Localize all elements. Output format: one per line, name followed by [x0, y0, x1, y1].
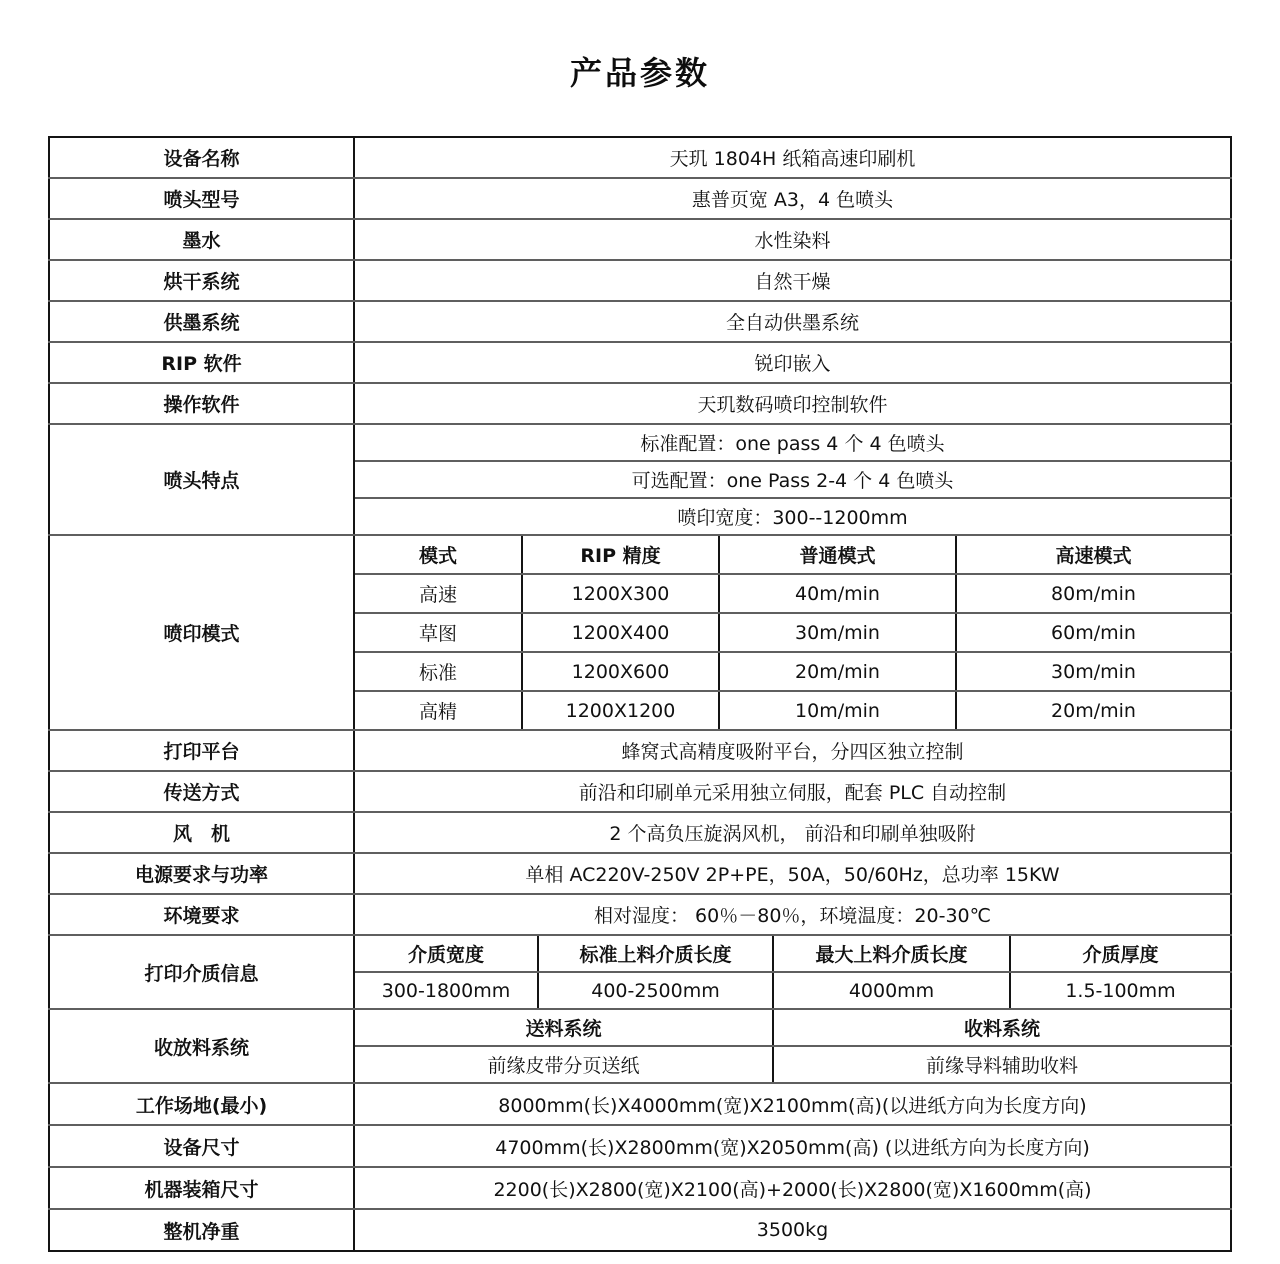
- media-info-header: 介质宽度: [407, 944, 484, 966]
- feed-system-header: 送料系统: [525, 1018, 602, 1040]
- table-row: [49, 812, 1231, 853]
- mode-cell: 标准: [418, 662, 457, 684]
- head-features-line: 喷印宽度：300--1200mm: [354, 498, 1231, 535]
- row-label-power-requirements: 电源要求与功率: [49, 853, 354, 894]
- row-label-ink-supply: 供墨系统: [49, 301, 354, 342]
- product-spec-table: [48, 136, 1232, 1252]
- standard-media-length-cell: 400-2500mm: [537, 973, 772, 1008]
- print-modes-header: 普通模式: [718, 536, 955, 573]
- rip-precision-cell: 1200X400: [521, 614, 718, 651]
- table-row: [49, 383, 1231, 424]
- row-label-operating-software: 操作软件: [49, 383, 354, 424]
- row-value-transfer-method: 前沿和印刷单元采用独立伺服，配套 PLC 自动控制: [354, 771, 1231, 812]
- row-label-packing-size: 机器装箱尺寸: [49, 1167, 354, 1209]
- row-label-net-weight: 整机净重: [49, 1209, 354, 1251]
- row-value-print-platform: 蜂窝式高精度吸附平台，分四区独立控制: [354, 730, 1231, 771]
- row-label-rip-software: RIP 软件: [49, 342, 354, 383]
- row-value-operating-software: 天玑数码喷印控制软件: [354, 383, 1231, 424]
- row-label-head-features: 喷头特点: [49, 424, 354, 535]
- row-value-net-weight: 3500kg: [354, 1209, 1231, 1251]
- normal-speed-cell: 30m/min: [718, 614, 955, 651]
- feed-system-value: 前缘皮带分页送纸: [487, 1055, 640, 1077]
- print-modes-data-row: [355, 653, 1230, 690]
- table-row: [49, 535, 1231, 574]
- media-info-header: 标准上料介质长度: [537, 936, 772, 971]
- normal-speed-cell: 20m/min: [718, 653, 955, 690]
- mode-cell: 高精: [418, 701, 457, 723]
- table-row: [49, 424, 1231, 461]
- row-label-ink: 墨水: [49, 219, 354, 260]
- table-row: [49, 1083, 1231, 1125]
- media-thickness-cell: 1.5-100mm: [1009, 973, 1230, 1008]
- row-value-power-requirements: 单相 AC220V-250V 2P+PE，50A，50/60Hz，总功率 15KW: [354, 853, 1231, 894]
- head-features-line: 标准配置：one pass 4 个 4 色喷头: [354, 424, 1231, 461]
- head-features-line: 可选配置：one Pass 2-4 个 4 色喷头: [354, 461, 1231, 498]
- high-speed-cell: 20m/min: [955, 692, 1230, 729]
- table-row: [49, 178, 1231, 219]
- print-modes-data-row: [355, 575, 1230, 612]
- row-value-workspace: 8000mm(长)X4000mm(宽)X2100mm(高)(以进纸方向为长度方向): [354, 1083, 1231, 1125]
- row-value-drying-system: 自然干燥: [354, 260, 1231, 301]
- row-label-machine-size: 设备尺寸: [49, 1125, 354, 1167]
- high-speed-cell: 60m/min: [955, 614, 1230, 651]
- normal-speed-cell: 40m/min: [718, 575, 955, 612]
- row-label-environment: 环境要求: [49, 894, 354, 935]
- row-value-fan: 2 个高负压旋涡风机， 前沿和印刷单独吸附: [354, 812, 1231, 853]
- table-row: [49, 1209, 1231, 1251]
- print-modes-data-row: [355, 692, 1230, 729]
- feed-system-value-row: [355, 1047, 1230, 1082]
- collect-system-header: 收料系统: [772, 1010, 1230, 1045]
- mode-cell: 草图: [418, 623, 457, 645]
- row-label-drying-system: 烘干系统: [49, 260, 354, 301]
- row-value-ink: 水性染料: [354, 219, 1231, 260]
- table-row: [49, 1167, 1231, 1209]
- table-row: [49, 771, 1231, 812]
- row-label-workspace: 工作场地(最小): [49, 1083, 354, 1125]
- feed-system-header-row: [355, 1010, 1230, 1045]
- rip-precision-cell: 1200X300: [521, 575, 718, 612]
- print-modes-header-row: [355, 536, 1230, 573]
- table-row: [49, 894, 1231, 935]
- row-value-printhead-model: 惠普页宽 A3，4 色喷头: [354, 178, 1231, 219]
- table-row: [49, 1009, 1231, 1046]
- table-row: [49, 935, 1231, 972]
- media-info-header-row: [355, 936, 1230, 971]
- page-title: 产品参数: [569, 54, 710, 92]
- rip-precision-cell: 1200X1200: [521, 692, 718, 729]
- row-value-machine-size: 4700mm(长)X2800mm(宽)X2050mm(高) (以进纸方向为长度方向): [354, 1125, 1231, 1167]
- high-speed-cell: 30m/min: [955, 653, 1230, 690]
- row-value-packing-size: 2200(长)X2800(宽)X2100(高)+2000(长)X2800(宽)X1600mm(高): [354, 1167, 1231, 1209]
- row-label-transfer-method: 传送方式: [49, 771, 354, 812]
- table-row: [49, 342, 1231, 383]
- row-label-feed-system: 收放料系统: [49, 1009, 354, 1083]
- max-media-length-cell: 4000mm: [772, 973, 1009, 1008]
- media-info-header: 最大上料介质长度: [772, 936, 1009, 971]
- collect-system-value: 前缘导料辅助收料: [772, 1047, 1230, 1082]
- table-row: [49, 260, 1231, 301]
- print-modes-header: 高速模式: [955, 536, 1230, 573]
- row-label-fan: 风 机: [49, 812, 354, 853]
- print-modes-data-row: [355, 614, 1230, 651]
- row-value-environment: 相对湿度： 60％－80％，环境温度：20-30℃: [354, 894, 1231, 935]
- print-modes-header: 模式: [418, 545, 457, 567]
- media-width-cell: 300-1800mm: [381, 979, 511, 1002]
- row-value-rip-software: 锐印嵌入: [354, 342, 1231, 383]
- media-info-value-row: [355, 973, 1230, 1008]
- table-row: [49, 137, 1231, 178]
- table-row: [49, 853, 1231, 894]
- normal-speed-cell: 10m/min: [718, 692, 955, 729]
- row-label-printhead-model: 喷头型号: [49, 178, 354, 219]
- row-value-ink-supply: 全自动供墨系统: [354, 301, 1231, 342]
- row-label-device-name: 设备名称: [49, 137, 354, 178]
- rip-precision-cell: 1200X600: [521, 653, 718, 690]
- table-row: [49, 219, 1231, 260]
- table-row: [49, 301, 1231, 342]
- media-info-header: 介质厚度: [1009, 936, 1230, 971]
- row-label-media-info: 打印介质信息: [49, 935, 354, 1009]
- table-row: [49, 1125, 1231, 1167]
- high-speed-cell: 80m/min: [955, 575, 1230, 612]
- row-value-device-name: 天玑 1804H 纸箱高速印刷机: [354, 137, 1231, 178]
- table-row: [49, 730, 1231, 771]
- mode-cell: 高速: [418, 584, 457, 606]
- row-label-print-platform: 打印平台: [49, 730, 354, 771]
- print-modes-header: RIP 精度: [521, 536, 718, 573]
- row-label-print-modes: 喷印模式: [49, 535, 354, 730]
